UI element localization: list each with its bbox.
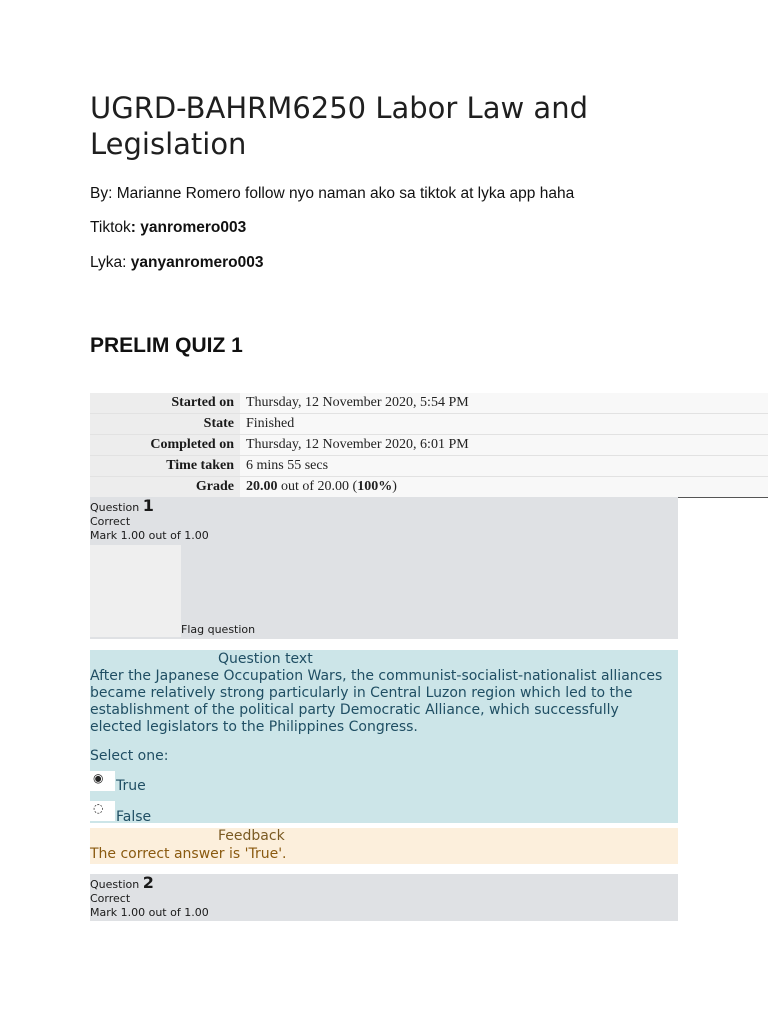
- question-1-info: [90, 497, 678, 639]
- quiz-heading: PRELIM QUIZ 1: [90, 334, 243, 357]
- question-label: Question: [90, 501, 143, 514]
- question-2-mark: Mark 1.00 out of 1.00: [90, 906, 209, 919]
- question-text-heading: Question text: [218, 651, 313, 667]
- summary-key: Time taken: [90, 456, 240, 477]
- document-title: UGRD-BAHRM6250 Labor Law and Legislation: [90, 91, 588, 161]
- summary-row: [90, 435, 768, 456]
- summary-row-grade: [90, 477, 768, 498]
- attempt-summary-table: [90, 393, 768, 498]
- option-label: True: [116, 778, 146, 794]
- tiktok-line: [90, 219, 246, 237]
- summary-value: Finished: [240, 414, 768, 435]
- grade-key: Grade: [90, 477, 240, 498]
- question-number: 1: [142, 496, 154, 515]
- option-label: False: [116, 809, 152, 825]
- summary-row: [90, 414, 768, 435]
- lyka-handle: yanyanromero003: [130, 254, 264, 271]
- tiktok-label: Tiktok: [90, 219, 131, 236]
- author-line: By: Marianne Romero follow nyo naman ako sa tiktok at lyka app haha: [90, 185, 575, 202]
- question-1-number: [90, 496, 678, 515]
- question-number: 2: [142, 873, 154, 892]
- grade-mid: out of 20.00 (: [277, 479, 358, 494]
- radio-unselected-icon[interactable]: ◌: [90, 801, 115, 821]
- question-2-info: [90, 874, 678, 921]
- question-label: Question: [90, 878, 143, 891]
- grade-value: [240, 477, 768, 498]
- lyka-label: Lyka:: [90, 254, 131, 271]
- radio-selected-icon[interactable]: ◉: [90, 771, 115, 791]
- flag-question-link[interactable]: Flag question: [181, 623, 256, 636]
- summary-key: Started on: [90, 393, 240, 414]
- flag-icon: [90, 545, 181, 637]
- summary-value: Thursday, 12 November 2020, 6:01 PM: [240, 435, 768, 456]
- option-true[interactable]: [90, 768, 146, 794]
- summary-key: Completed on: [90, 435, 240, 456]
- summary-row: [90, 393, 768, 414]
- question-1-text: After the Japanese Occupation Wars, the communist-socialist-nationalist alliances became relatively strong particularly in Central Luzon region which led to the establishment of the political party Democratic Alliance, which successfully elected legislators to the Philippines Congress.: [90, 668, 663, 735]
- select-one-prompt: Select one:: [90, 748, 169, 764]
- tiktok-handle: : yanromero003: [130, 219, 247, 236]
- question-1-status: Correct: [90, 515, 131, 528]
- question-2-number: [90, 873, 678, 892]
- question-2-status: Correct: [90, 892, 131, 905]
- option-false[interactable]: [90, 796, 151, 825]
- grade-percent: 100%: [357, 479, 393, 494]
- feedback-heading: Feedback: [218, 828, 285, 844]
- question-1-feedback: [90, 828, 678, 864]
- grade-score: 20.00: [246, 479, 278, 494]
- correct-answer-text: The correct answer is 'True'.: [90, 846, 287, 862]
- summary-value: 6 mins 55 secs: [240, 456, 768, 477]
- summary-row: [90, 456, 768, 477]
- summary-key: State: [90, 414, 240, 435]
- grade-end: ): [392, 479, 397, 494]
- question-1-content: [90, 650, 678, 823]
- lyka-line: [90, 254, 263, 272]
- question-1-mark: Mark 1.00 out of 1.00: [90, 529, 209, 542]
- summary-value: Thursday, 12 November 2020, 5:54 PM: [240, 393, 768, 414]
